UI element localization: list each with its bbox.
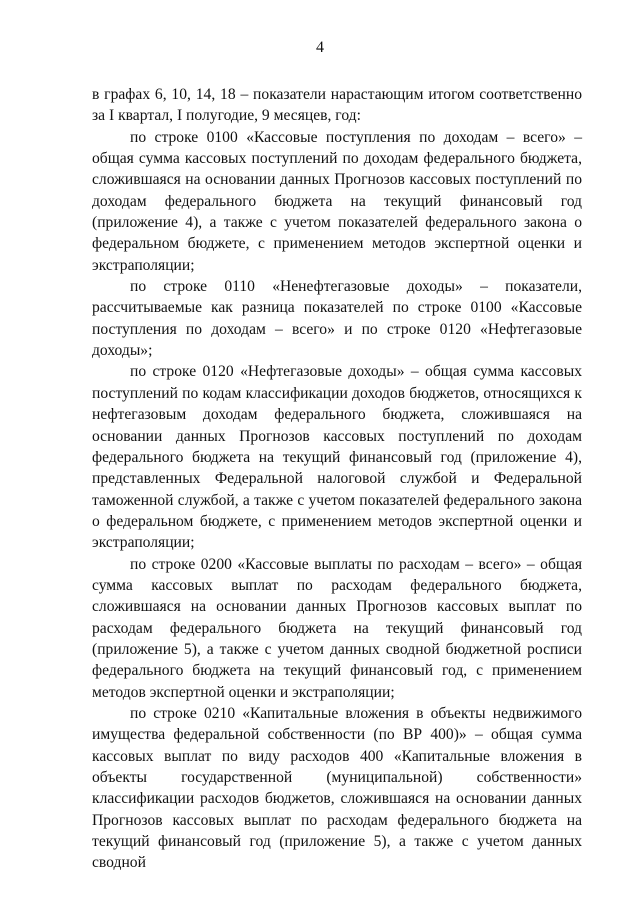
paragraph-columns-cumulative: в графах 6, 10, 14, 18 – показатели нарастающим итогом соответственно за I квартал, I полугодие, 9 месяцев, год: bbox=[92, 86, 582, 125]
paragraph-row-0110: по строке 0110 «Ненефтегазовые доходы» – показатели, рассчитываемые как разница показателей по строке 0100 «Кассовые поступления по доходам – всего» и по строке 0120 «Нефтегазовые доходы»; bbox=[92, 278, 582, 360]
paragraph-row-0120: по строке 0120 «Нефтегазовые доходы» – общая сумма кассовых поступлений по кодам классификации доходов бюджетов, относящихся к нефтегазовым доходам федерального бюджета, сложившаяся на основании данных Прогнозов кассовых поступлений по доходам федерального бюджета на текущий финансовый год (приложение 4), представленных Федеральной налоговой службой и Федеральной таможенной службой, а также с учетом показателей федерального закона о федеральном бюджете, с применением методов экспертной оценки и экстраполяции; bbox=[92, 363, 582, 552]
page-number: 4 bbox=[316, 39, 324, 56]
document-body bbox=[92, 84, 582, 874]
paragraph-row-0200: по строке 0200 «Кассовые выплаты по расходам – всего» – общая сумма кассовых выплат по расходам федерального бюджета, сложившаяся на основании данных Прогнозов кассовых выплат по расходам федерального бюджета на текущий финансовый год (приложение 5), а также с учетом данных сводной бюджетной росписи федерального бюджета на текущий финансовый год, с применением методов экспертной оценки и экстраполяции; bbox=[92, 555, 582, 701]
paragraph-row-0100: по строке 0100 «Кассовые поступления по доходам – всего» – общая сумма кассовых поступлений по доходам федерального бюджета, сложившаяся на основании данных Прогнозов кассовых поступлений по доходам федерального бюджета на текущий финансовый год (приложение 4), а также с учетом показателей федерального закона о федеральном бюджете, с применением методов экспертной оценки и экстраполяции; bbox=[92, 128, 582, 274]
paragraph-row-0210: по строке 0210 «Капитальные вложения в объекты недвижимого имущества федеральной собственности (по ВР 400)» – общая сумма кассовых выплат по виду расходов 400 «Капитальные вложения в объекты государственной (муниципальной) собственности» классификации расходов бюджетов, сложившаяся на основании данных Прогнозов кассовых выплат по расходам федерального бюджета на текущий финансовый год (приложение 5), а также с учетом данных сводной bbox=[92, 704, 582, 872]
